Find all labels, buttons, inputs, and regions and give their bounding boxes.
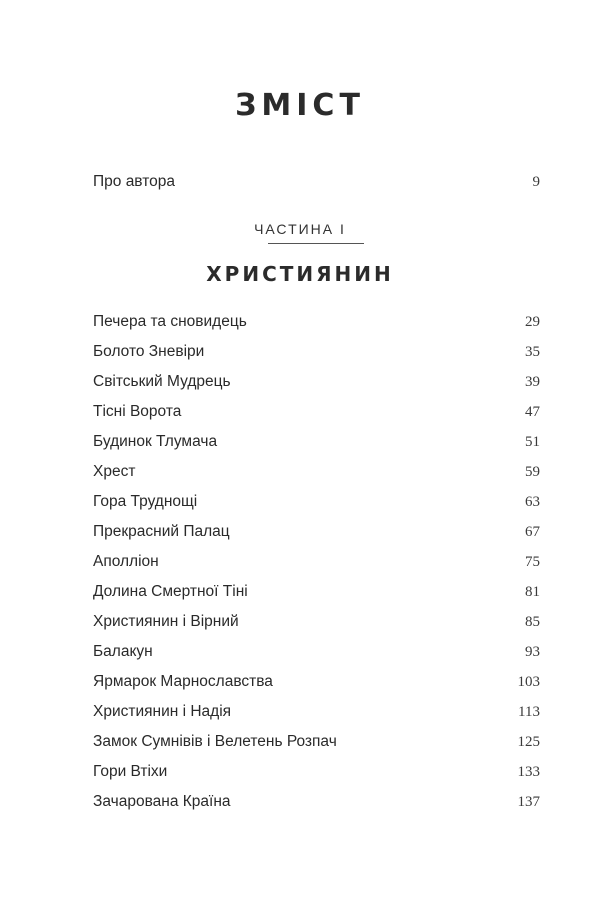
toc-entry-label: Аполліон — [93, 553, 159, 570]
toc-entry-page: 59 — [525, 464, 540, 480]
toc-entry[interactable] — [93, 703, 540, 725]
toc-entry-page: 47 — [525, 404, 540, 420]
toc-entry-page: 125 — [517, 734, 540, 750]
toc-entry-page: 75 — [525, 554, 540, 570]
toc-entry[interactable] — [93, 403, 540, 425]
toc-entry-page: 35 — [525, 344, 540, 360]
toc-entry-label: Печера та сновидець — [93, 313, 247, 330]
toc-entry-page: 93 — [525, 644, 540, 660]
toc-entry-label: Хрест — [93, 463, 136, 480]
part-divider — [268, 243, 364, 244]
toc-entry[interactable] — [93, 313, 540, 335]
toc-entry-label: Замок Сумнівів і Велетень Розпач — [93, 733, 337, 750]
part-title: ХРИСТИЯНИН — [206, 262, 394, 286]
toc-entry[interactable] — [93, 343, 540, 365]
toc-entry-label: Будинок Тлумача — [93, 433, 218, 450]
toc-entry-label: Прекрасний Палац — [93, 523, 230, 540]
toc-entry[interactable] — [93, 493, 540, 515]
toc-entry-label: Світський Мудрець — [93, 373, 231, 390]
toc-entry[interactable] — [93, 643, 540, 665]
page-title: ЗМІСТ — [235, 88, 365, 123]
toc-entry-label: Гора Труднощі — [93, 493, 198, 510]
part-label: ЧАСТИНА I — [254, 221, 346, 237]
toc-entry-label: Християнин і Вірний — [93, 613, 239, 630]
toc-entry-label: Християнин і Надія — [93, 703, 232, 720]
toc-entry-page: 103 — [517, 674, 540, 690]
toc-entry[interactable] — [93, 733, 540, 755]
toc-entry[interactable] — [93, 373, 540, 395]
toc-entry-intro[interactable] — [93, 173, 540, 195]
toc-entry-label: Балакун — [93, 643, 153, 660]
toc-entry-page: 67 — [525, 524, 540, 540]
toc-entry[interactable] — [93, 793, 540, 815]
toc-entry-page: 133 — [517, 764, 540, 780]
toc-entry-page: 39 — [525, 374, 540, 390]
toc-entry-page: 113 — [518, 704, 540, 720]
toc-entry[interactable] — [93, 763, 540, 785]
toc-entry-label: Долина Смертної Тіні — [93, 583, 248, 600]
toc-entry[interactable] — [93, 613, 540, 635]
toc-entry-page: 51 — [525, 434, 540, 450]
toc-entry-page: 137 — [517, 794, 540, 810]
toc-entry-label: Про автора — [93, 173, 175, 190]
toc-entry-page: 63 — [525, 494, 540, 510]
toc-entry[interactable] — [93, 463, 540, 485]
toc-entry-page: 29 — [525, 314, 540, 330]
toc-entry-page: 85 — [525, 614, 540, 630]
toc-entry[interactable] — [93, 583, 540, 605]
toc-entry-label: Гори Втіхи — [93, 763, 168, 780]
toc-entry[interactable] — [93, 523, 540, 545]
toc-entry-label: Ярмарок Марнославства — [93, 673, 273, 690]
toc-entry[interactable] — [93, 553, 540, 575]
toc-entry-page: 9 — [532, 174, 540, 190]
toc-entry-label: Зачарована Країна — [93, 793, 231, 810]
toc-entry[interactable] — [93, 433, 540, 455]
toc-entry[interactable] — [93, 673, 540, 695]
toc-entry-page: 81 — [525, 584, 540, 600]
toc-entry-label: Тісні Ворота — [93, 403, 182, 420]
toc-entry-label: Болото Зневіри — [93, 343, 205, 360]
